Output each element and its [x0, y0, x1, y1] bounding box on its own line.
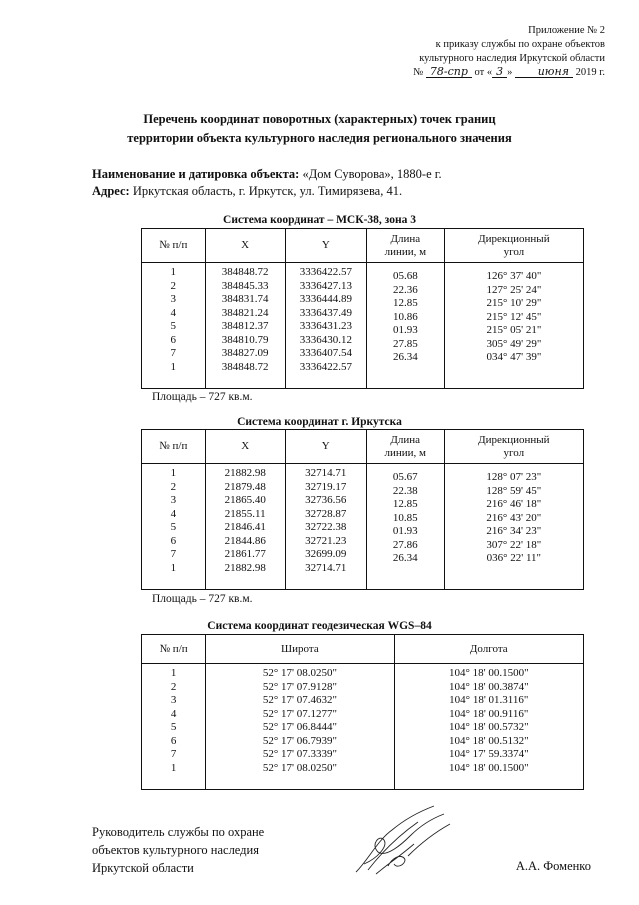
longitude-value: 104° 18' 00.5732" [448, 721, 529, 733]
header-length-line1: Длина [390, 433, 421, 446]
footer-line-1: Руководитель службы по охране [92, 825, 265, 839]
point-number: 1 [170, 266, 177, 278]
direction-value: 128° 59' 45" [486, 484, 542, 497]
order-date-day-handwritten: 3 [492, 66, 507, 78]
header-x: X [205, 430, 285, 464]
latitude-value: 52° 17' 06.7939" [262, 734, 337, 747]
point-number: 3 [170, 494, 177, 506]
msk-num-column [142, 263, 206, 389]
header-latitude: Широта [206, 635, 394, 664]
y-value: 3336427.13 [299, 279, 352, 292]
x-value: 21844.86 [224, 534, 266, 547]
irk-length-column [366, 464, 444, 590]
longitude-value: 104° 18' 01.3116" [449, 694, 529, 706]
y-value: 3336407.54 [299, 347, 352, 359]
longitude-value: 104° 17' 59.3374" [448, 748, 529, 760]
header-num: № п/п [142, 430, 206, 464]
header-direction-line1: Дирекционный [478, 433, 550, 446]
document-title [0, 110, 639, 148]
direction-value: 307° 22' 18" [486, 538, 542, 551]
msk-area: Площадь – 727 кв.м. [152, 391, 253, 403]
x-value: 21865.40 [224, 494, 266, 506]
direction-value: 126° 37' 40" [486, 270, 542, 282]
y-value: 32714.71 [305, 467, 347, 479]
order-date-month-handwritten: июня [515, 66, 573, 78]
point-number: 3 [170, 694, 177, 706]
point-number: 7 [170, 548, 177, 560]
object-name-label: Наименование и датировка объекта: [92, 167, 300, 181]
msk-x-column [205, 263, 285, 389]
irk-x-column [205, 464, 285, 590]
length-value: 10.85 [392, 511, 418, 524]
direction-value: 128° 07' 23" [486, 471, 542, 483]
x-value: 384848.72 [221, 360, 269, 373]
direction-value: 216° 46' 18" [486, 498, 542, 510]
latitude-value: 52° 17' 08.0250" [262, 761, 337, 774]
order-number-handwritten: 78-спр [426, 66, 472, 78]
header-x: X [205, 229, 285, 263]
y-value: 3336431.23 [299, 320, 352, 332]
point-number: 4 [170, 306, 177, 319]
y-value: 3336422.57 [299, 360, 352, 373]
appendix-order-line [413, 66, 605, 80]
x-value: 21882.98 [224, 561, 266, 574]
point-number: 2 [170, 279, 177, 292]
point-number: 2 [170, 680, 177, 693]
point-number: 5 [170, 721, 177, 733]
direction-value: 305° 49' 29" [486, 337, 542, 350]
direction-value: 215° 10' 29" [486, 297, 542, 309]
msk-direction-column [444, 263, 583, 389]
irk-area: Площадь – 727 кв.м. [152, 593, 253, 605]
header-length [366, 430, 444, 464]
point-number: 7 [170, 347, 177, 359]
msk-y-column [285, 263, 366, 389]
length-value: 01.93 [392, 324, 418, 336]
latitude-value: 52° 17' 07.3339" [262, 748, 337, 760]
direction-value: 215° 05' 21" [486, 324, 542, 336]
point-number: 7 [170, 748, 177, 760]
point-number: 1 [170, 467, 177, 479]
header-num: № п/п [142, 635, 206, 664]
handwritten-signature [348, 800, 458, 880]
order-date-prefix: от « [474, 67, 493, 78]
x-value: 384827.09 [221, 347, 269, 359]
point-number: 4 [170, 707, 177, 720]
wgs-longitude-column [394, 664, 583, 790]
footer-line-3: Иркутской области [92, 861, 194, 875]
header-direction-line1: Дирекционный [478, 232, 550, 245]
order-date-sep: » [507, 67, 513, 78]
header-num: № п/п [142, 229, 206, 263]
point-number: 5 [170, 521, 177, 533]
direction-value: 216° 34' 23" [486, 525, 542, 537]
x-value: 384831.74 [221, 293, 269, 305]
x-value: 384821.24 [221, 306, 269, 319]
wgs-table-title: Система координат геодезическая WGS–84 [207, 620, 432, 632]
longitude-value: 104° 18' 00.5132" [448, 734, 529, 747]
header-length-line2: линии, м [384, 446, 426, 459]
x-value: 384812.37 [221, 320, 269, 332]
header-y: Y [285, 430, 366, 464]
irk-direction-column [444, 464, 583, 590]
direction-value: 036° 22' 11" [486, 552, 542, 564]
point-number: 4 [170, 507, 177, 520]
length-value: 26.34 [392, 351, 418, 363]
signer-name: А.А. Фоменко [515, 859, 591, 873]
length-value: 22.38 [392, 484, 418, 497]
x-value: 384848.72 [221, 266, 269, 278]
irk-coordinates-table [141, 429, 584, 590]
x-value: 21882.98 [224, 467, 266, 479]
wgs-num-column [142, 664, 206, 790]
header-y: Y [285, 229, 366, 263]
latitude-value: 52° 17' 07.4632" [262, 694, 337, 706]
appendix-line-1: Приложение № 2 [528, 25, 605, 36]
object-info [92, 166, 442, 200]
x-value: 21855.11 [224, 507, 266, 520]
longitude-value: 104° 18' 00.1500" [448, 667, 529, 679]
y-value: 32699.09 [305, 548, 347, 560]
appendix-line-3: культурного наследия Иркутской области [419, 53, 605, 64]
header-length-line1: Длина [390, 232, 421, 245]
longitude-value: 104° 18' 00.9116" [449, 707, 529, 720]
point-number: 5 [170, 320, 177, 332]
header-longitude: Долгота [394, 635, 583, 664]
point-number: 1 [170, 667, 177, 679]
point-number: 1 [170, 360, 177, 373]
length-value: 27.85 [392, 337, 418, 350]
order-number-prefix: № [413, 67, 424, 78]
point-number: 1 [170, 761, 177, 774]
y-value: 3336437.49 [299, 306, 352, 319]
wgs-latitude-column [206, 664, 394, 790]
y-value: 32719.17 [305, 480, 347, 493]
y-value: 32721.23 [305, 534, 347, 547]
footer-line-2: объектов культурного наследия [92, 843, 259, 857]
msk-coordinates-table [141, 228, 584, 389]
point-number: 2 [170, 480, 177, 493]
point-number: 6 [170, 333, 177, 346]
y-value: 3336422.57 [299, 266, 352, 278]
wgs-coordinates-table [141, 634, 584, 790]
x-value: 384810.79 [221, 333, 269, 346]
direction-value: 127° 25' 24" [486, 283, 542, 296]
x-value: 21879.48 [224, 480, 266, 493]
x-value: 21861.77 [224, 548, 266, 560]
point-number: 1 [170, 561, 177, 574]
y-value: 3336430.12 [299, 333, 352, 346]
length-value: 12.85 [392, 297, 418, 309]
y-value: 32714.71 [305, 561, 347, 574]
point-number: 3 [170, 293, 177, 305]
longitude-value: 104° 18' 00.3874" [448, 680, 529, 693]
length-value: 22.36 [392, 283, 418, 296]
point-number: 6 [170, 534, 177, 547]
direction-value: 216° 43' 20" [486, 511, 542, 524]
object-name-value: «Дом Суворова», 1880-е г. [302, 167, 442, 181]
point-number: 6 [170, 734, 177, 747]
header-direction-line2: угол [503, 245, 525, 258]
irk-y-column [285, 464, 366, 590]
appendix-block [413, 24, 605, 80]
latitude-value: 52° 17' 06.8444" [262, 721, 337, 733]
y-value: 32736.56 [305, 494, 347, 506]
title-line-2: территории объекта культурного наследия регионального значения [127, 131, 512, 145]
length-value: 27.86 [392, 538, 418, 551]
length-value: 10.86 [392, 310, 418, 323]
msk-length-column [366, 263, 444, 389]
object-address-value: Иркутская область, г. Иркутск, ул. Тимирязева, 41. [132, 184, 403, 198]
latitude-value: 52° 17' 07.9128" [262, 680, 337, 693]
latitude-value: 52° 17' 07.1277" [262, 707, 337, 720]
appendix-line-2: к приказу службы по охране объектов [435, 39, 605, 50]
longitude-value: 104° 18' 00.1500" [448, 761, 529, 774]
header-direction [444, 229, 583, 263]
title-line-1: Перечень координат поворотных (характерных) точек границ [143, 112, 496, 126]
length-value: 01.93 [392, 525, 418, 537]
signatory-position [92, 823, 264, 877]
header-length [366, 229, 444, 263]
length-value: 26.34 [392, 552, 418, 564]
length-value: 05.67 [392, 471, 418, 483]
header-length-line2: линии, м [384, 245, 427, 258]
x-value: 21846.41 [224, 521, 266, 533]
order-date-year: 2019 г. [575, 67, 605, 78]
object-address-label: Адрес: [92, 184, 130, 198]
y-value: 32728.87 [305, 507, 347, 520]
latitude-value: 52° 17' 08.0250" [262, 667, 337, 679]
irk-table-title: Система координат г. Иркутска [237, 416, 402, 428]
msk-table-title: Система координат – МСК-38, зона 3 [223, 214, 416, 226]
direction-value: 215° 12' 45" [486, 310, 542, 323]
x-value: 384845.33 [221, 279, 269, 292]
length-value: 12.85 [392, 498, 418, 510]
y-value: 32722.38 [305, 521, 347, 533]
direction-value: 034° 47' 39" [486, 351, 542, 363]
header-direction [444, 430, 583, 464]
irk-num-column [142, 464, 206, 590]
length-value: 05.68 [392, 270, 418, 282]
y-value: 3336444.89 [299, 293, 352, 305]
header-direction-line2: угол [503, 446, 525, 459]
